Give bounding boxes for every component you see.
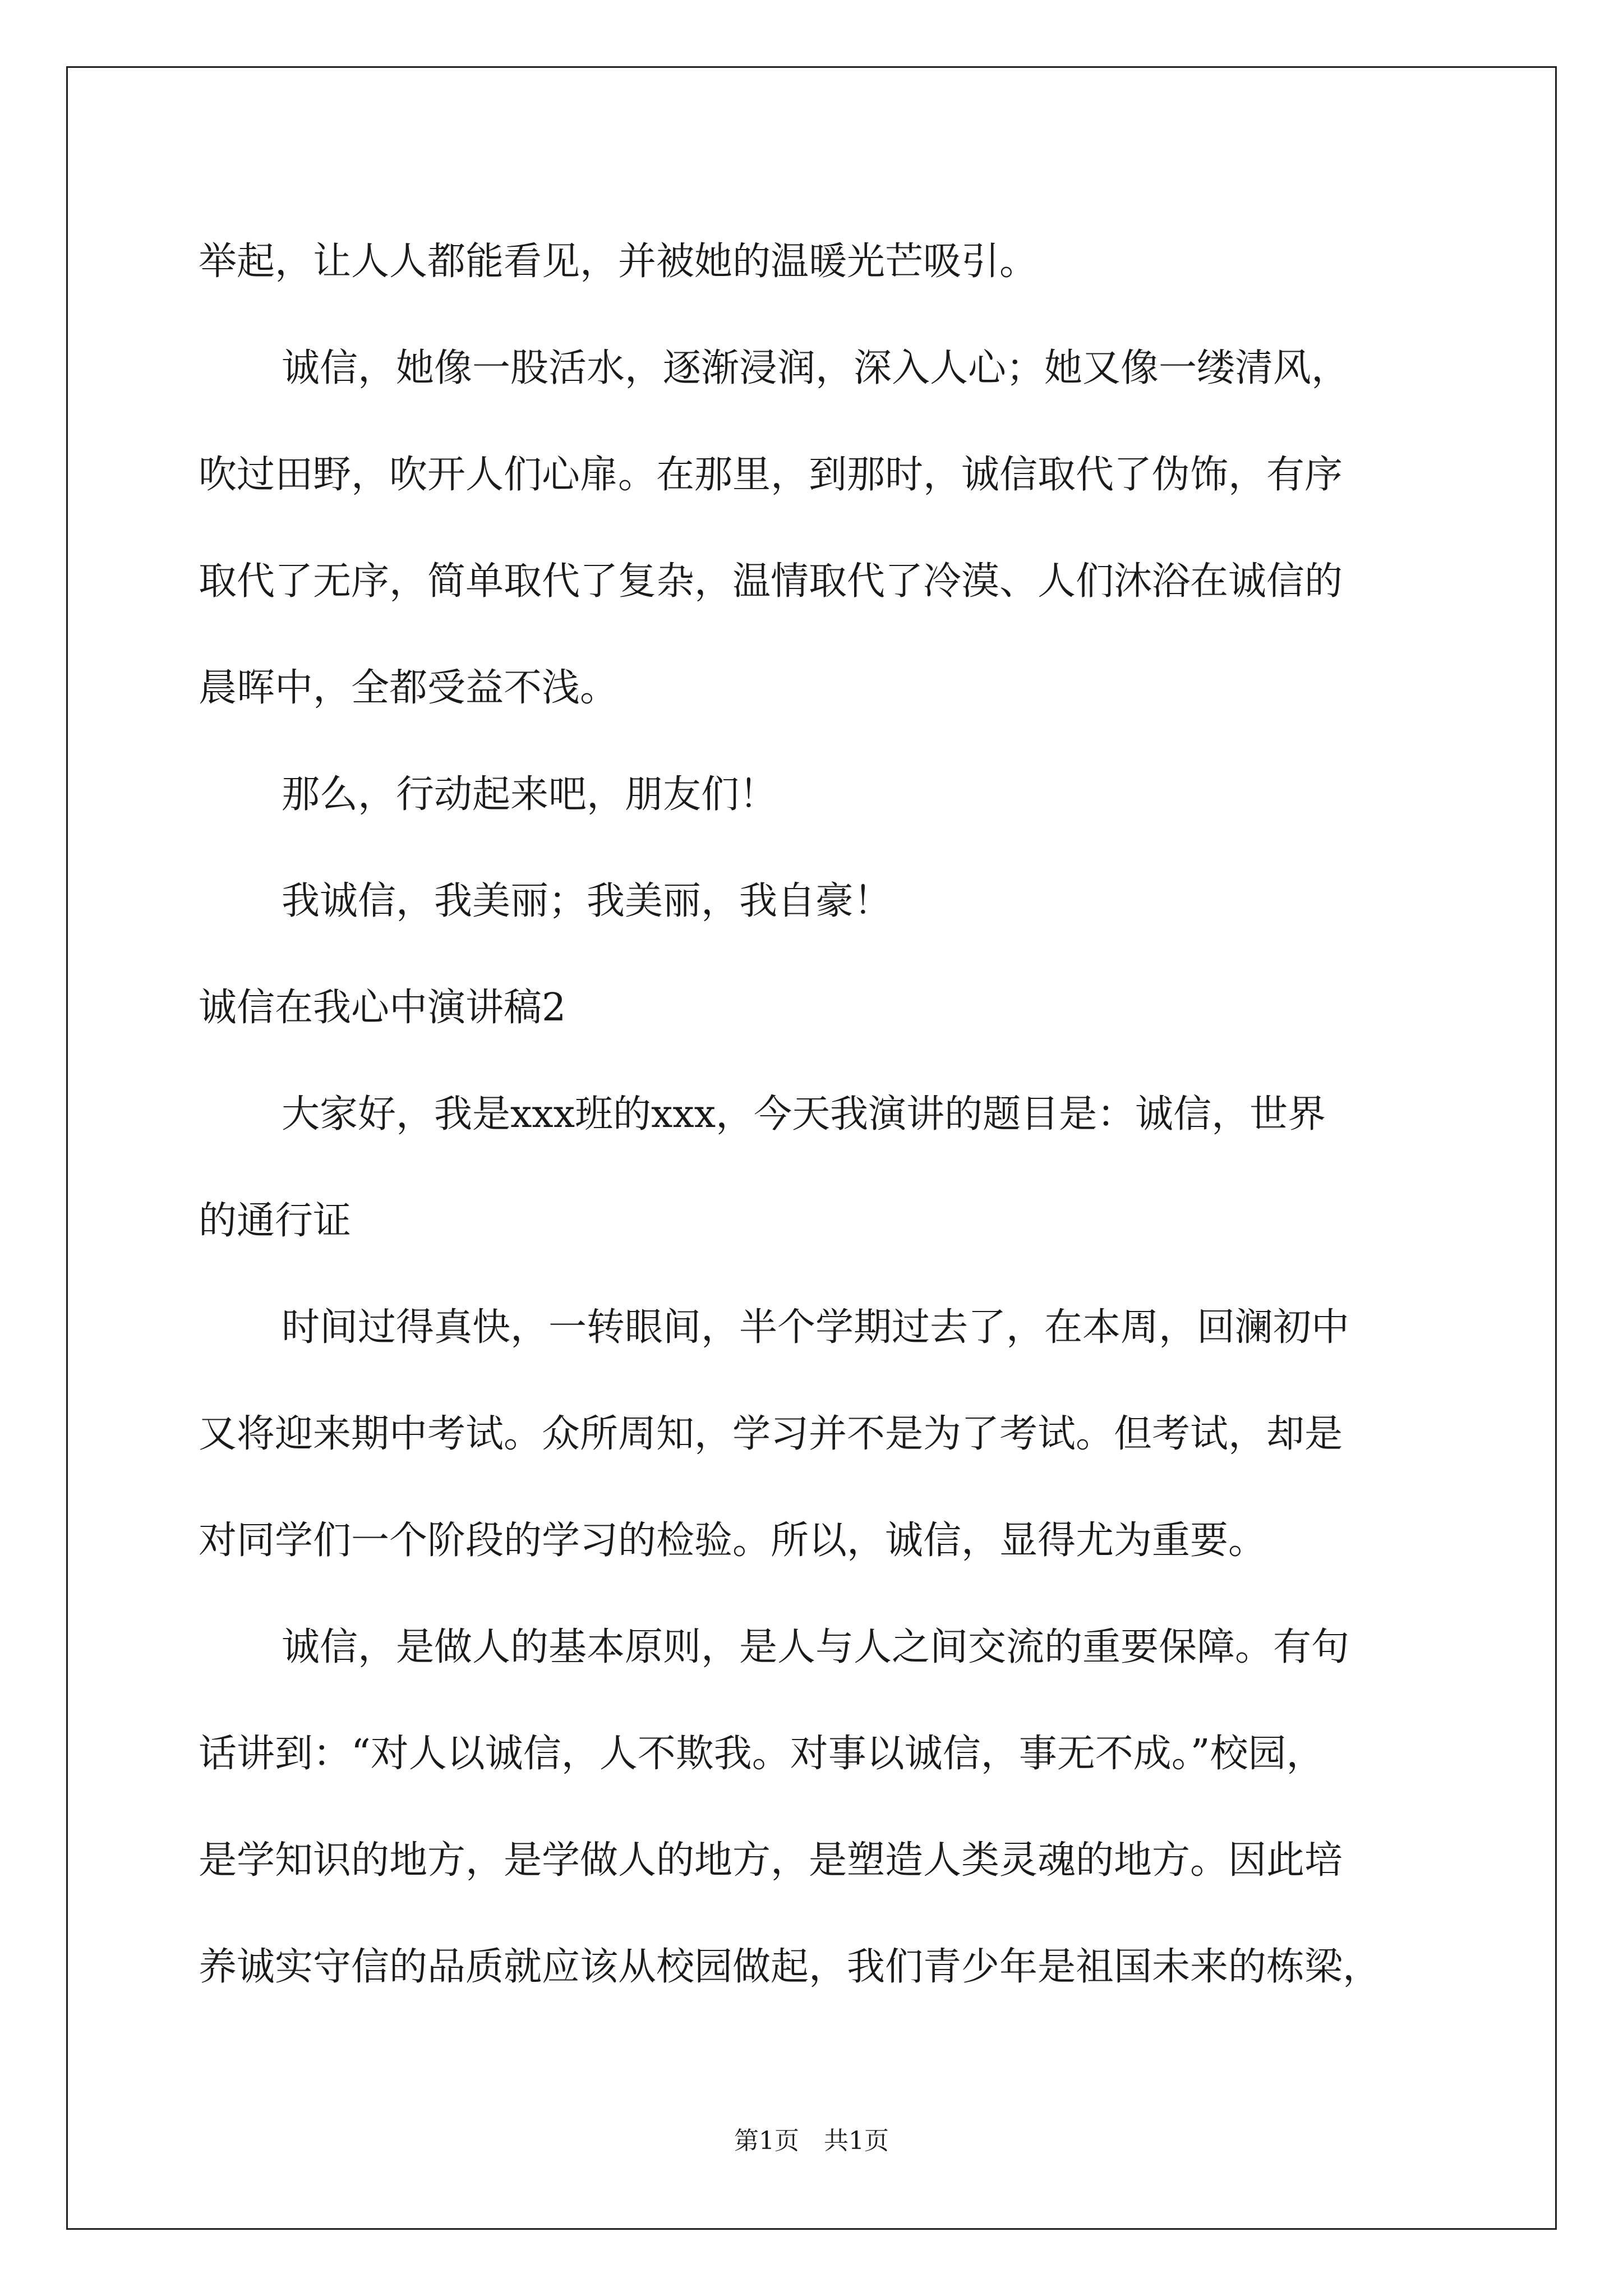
text-line: 对同学们一个阶段的学习的检验。所以，诚信，显得尤为重要。 xyxy=(199,1519,1267,1563)
document-body xyxy=(199,209,1432,2021)
text-line: 吹过田野，吹开人们心扉。在那里，到那时，诚信取代了伪饰，有序 xyxy=(199,453,1343,497)
paragraph-start: 时间过得真快，一转眼间，半个学期过去了，在本周，回澜初中 xyxy=(282,1305,1350,1350)
text-line: 话讲到：“对人以诚信，人不欺我。对事以诚信，事无不成。”校园， xyxy=(199,1732,1325,1776)
text-line: 是学知识的地方，是学做人的地方，是塑造人类灵魂的地方。因此培 xyxy=(199,1838,1343,1883)
paragraph-start: 大家好，我是xxx班的xxx，今天我演讲的题目是：诚信，世界 xyxy=(282,1092,1326,1137)
text-line: 取代了无序，简单取代了复杂，温情取代了冷漠、人们沐浴在诚信的 xyxy=(199,559,1343,604)
page-footer xyxy=(0,2120,1623,2156)
paragraph-start: 我诚信，我美丽；我美丽，我自豪！ xyxy=(282,879,892,923)
section-heading: 诚信在我心中演讲稿2 xyxy=(199,986,566,1030)
page-number-current: 第1页 xyxy=(734,2127,799,2155)
text-line: 举起，让人人都能看见，并被她的温暖光芒吸引。 xyxy=(199,240,1038,284)
text-line: 养诚实守信的品质就应该从校园做起，我们青少年是祖国未来的栋梁， xyxy=(199,1945,1381,1989)
paragraph-start: 诚信，是做人的基本原则，是人与人之间交流的重要保障。有句 xyxy=(282,1625,1350,1669)
paragraph-start: 那么，行动起来吧，朋友们！ xyxy=(282,772,778,817)
paragraph-start: 诚信，她像一股活水，逐渐浸润，深入人心；她又像一缕清风， xyxy=(282,346,1350,390)
text-line: 又将迎来期中考试。众所周知，学习并不是为了考试。但考试，却是 xyxy=(199,1412,1343,1456)
text-line: 的通行证 xyxy=(199,1199,352,1243)
text-line: 晨晖中，全都受益不浅。 xyxy=(199,666,619,710)
page-number-total: 共1页 xyxy=(824,2127,889,2155)
